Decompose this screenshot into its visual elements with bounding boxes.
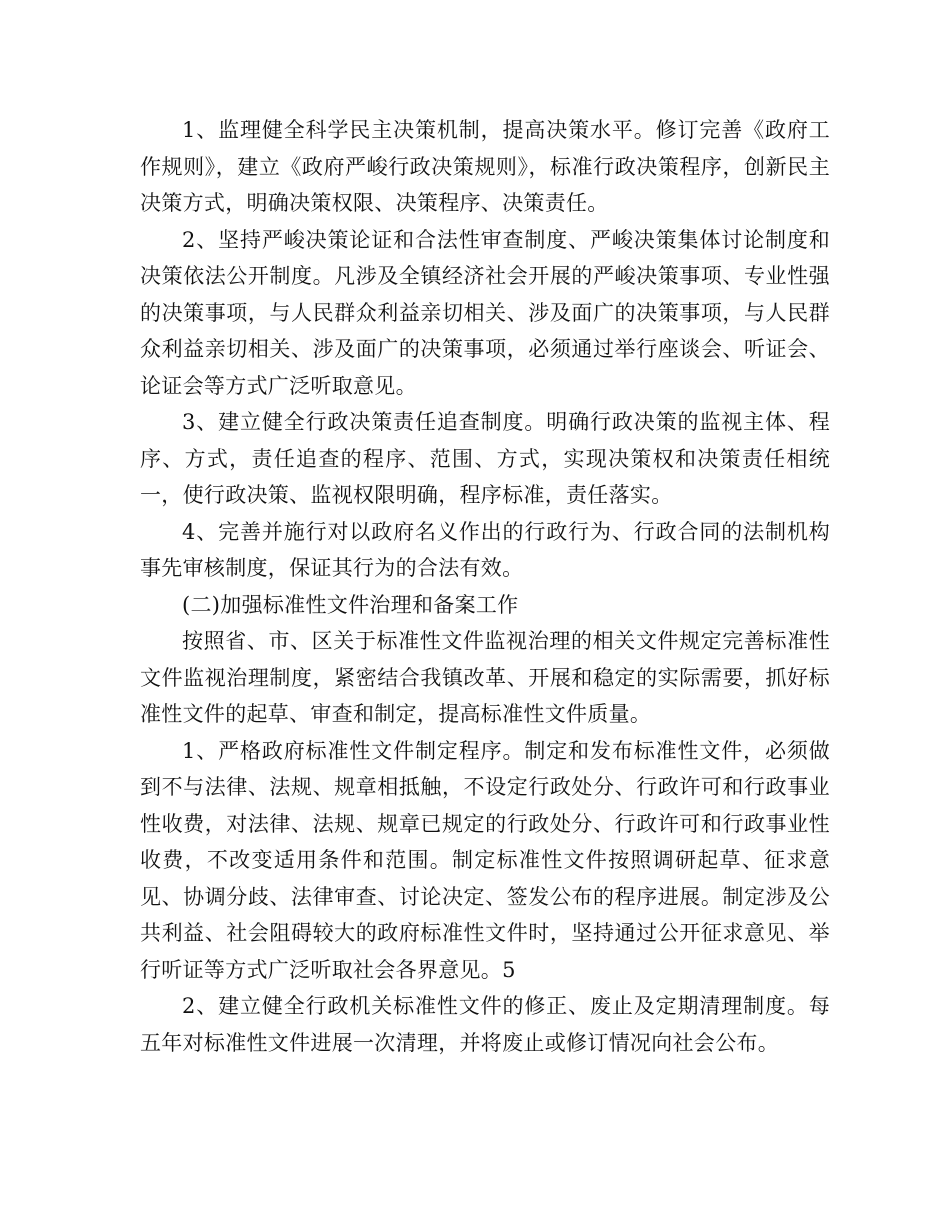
paragraph-3-accountability: 3、建立健全行政决策责任追查制度。明确行政决策的监视主体、程序、方式，责任追查的程序、范围、方式，实现决策权和决策责任相统一，使行政决策、监视权限明确，程序标准，责任落实。 [140,410,830,507]
paragraph-2-periodic-cleanup: 2、建立健全行政机关标准性文件的修正、废止及定期清理制度。每五年对标准性文件进展一次清理，并将废止或修订情况向社会公布。 [140,994,830,1055]
document-page [140,112,830,1061]
paragraph-4-prior-review: 4、完善并施行对以政府名义作出的行政行为、行政合同的法制机构事先审核制度，保证其行为的合法有效。 [140,519,830,580]
paragraph-2-decision-review: 2、坚持严峻决策论证和合法性审查制度、严峻决策集体讨论制度和决策依法公开制度。凡涉及全镇经济社会开展的严峻决策事项、专业性强的决策事项，与人民群众利益亲切相关、涉及面广的决策事项，与人民群众利益亲切相关、涉及面广的决策事项，必须通过举行座谈会、听证会、论证会等方式广泛听取意见。 [140,227,830,398]
paragraph-1-formulation-procedure: 1、严格政府标准性文件制定程序。制定和发布标准性文件，必须做到不与法律、法规、规章相抵触，不设定行政处分、行政许可和行政事业性收费，对法律、法规、规章已规定的行政处分、行政许可和行政事业性收费，不改变适用条件和范围。制定标准性文件按照调研起草、征求意见、协调分歧、法律审查、讨论决定、签发公布的程序进展。制定涉及公共利益、社会阻碍较大的政府标准性文件时，坚持通过公开征求意见、举行听证等方式广泛听取社会各界意见。5 [140,738,830,982]
paragraph-section-intro: 按照省、市、区关于标准性文件监视治理的相关文件规定完善标准性文件监视治理制度，紧密结合我镇改革、开展和稳定的实际需要，抓好标准性文件的起草、审查和制定，提高标准性文件质量。 [140,629,830,726]
section-heading-2: (二)加强标准性文件治理和备案工作 [182,592,519,617]
paragraph-1-1-democratic-decision: 1、监理健全科学民主决策机制，提高决策水平。修订完善《政府工作规则》，建立《政府严峻行政决策规则》，标准行政决策程序，创新民主决策方式，明确决策权限、决策程序、决策责任。 [140,118,830,215]
